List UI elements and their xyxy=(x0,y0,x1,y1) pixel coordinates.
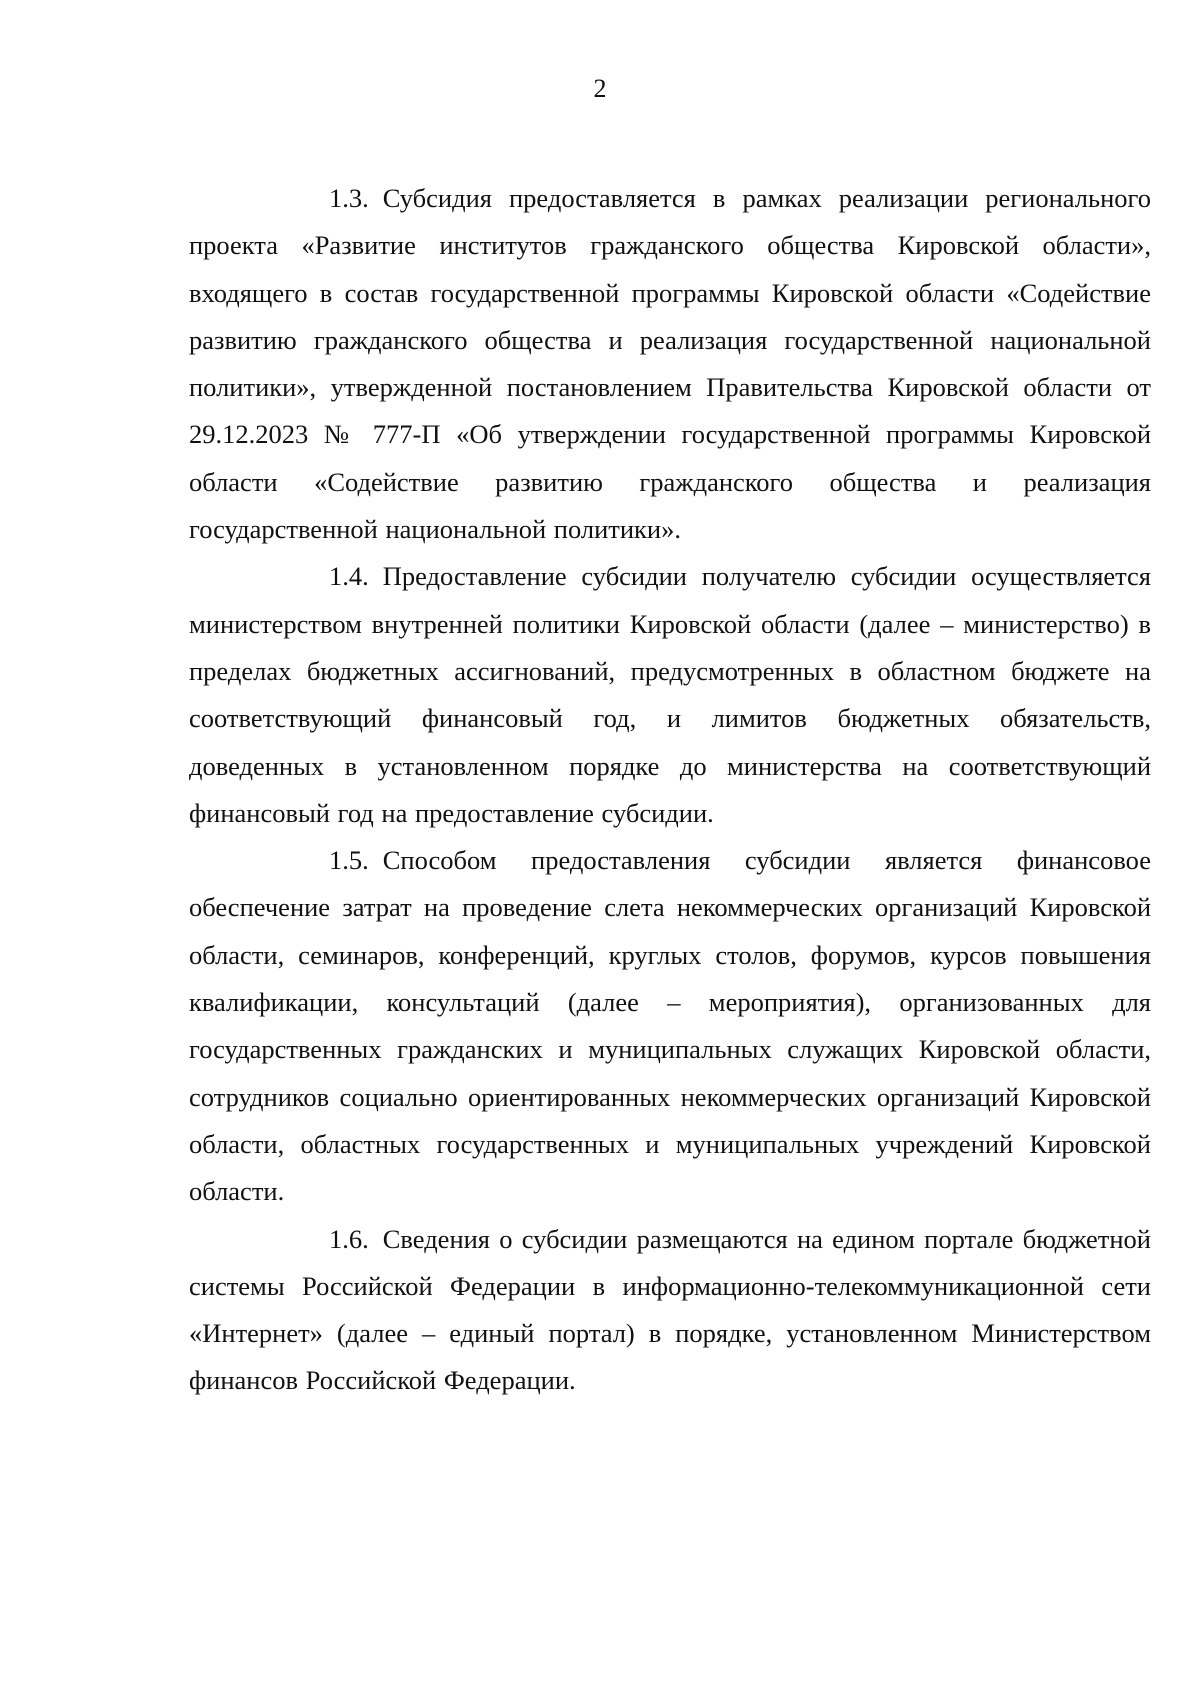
paragraph-1-3 xyxy=(189,175,1151,553)
paragraph-text: Сведения о субсидии размещаются на едином портале бюджетной системы Российской Федерации в информационно-телекоммуникационной сети «Интернет» (далее – единый портал) в порядке, установленном Министерством финансов Российской Федерации. xyxy=(189,1223,1151,1396)
page-number: 2 xyxy=(593,74,607,103)
paragraph-number: 1.3. xyxy=(329,183,369,213)
paragraph-text: Способом предоставления субсидии является финансовое обеспечение затрат на проведение слета некоммерческих организаций Кировской области, семинаров, конференций, круглых столов, форумов, курсов повышения квалификации, консультаций (далее – мероприятия), организованных для государственных гражданских и муниципальных служащих Кировской области, сотрудников социально ориентированных некоммерческих организаций Кировской области, областных государственных и муниципальных учреждений Кировской области. xyxy=(189,845,1151,1207)
paragraph-1-4 xyxy=(189,553,1151,837)
paragraph-number: 1.4. xyxy=(329,561,369,592)
paragraph-text: Предоставление субсидии получателю субсидии осуществляется министерством внутренней политики Кировской области (далее – министерство) в пределах бюджетных ассигнований, предусмотренных в областном бюджете на соответствующий финансовый год, и лимитов бюджетных обязательств, доведенных в установленном порядке до министерства на соответствующий финансовый год на предоставление субсидии. xyxy=(189,561,1151,828)
paragraph-1-6 xyxy=(189,1216,1151,1405)
paragraph-text: Субсидия предоставляется в рамках реализации регионального проекта «Развитие институтов гражданского общества Кировской области», входящего в состав государственной программы Кировской области «Содействие развитию гражданского общества и реализация государственной национальной политики», утвержденной постановлением Правительства Кировской области от 29.12.2023 № 777-П «Об утверждении государственной программы Кировской области «Содействие развитию гражданского общества и реализация государственной национальной политики». xyxy=(189,183,1151,545)
paragraph-number: 1.6. xyxy=(329,1223,369,1254)
document-body xyxy=(189,175,1151,1405)
paragraph-number: 1.5. xyxy=(329,845,369,876)
paragraph-1-5 xyxy=(189,837,1151,1215)
